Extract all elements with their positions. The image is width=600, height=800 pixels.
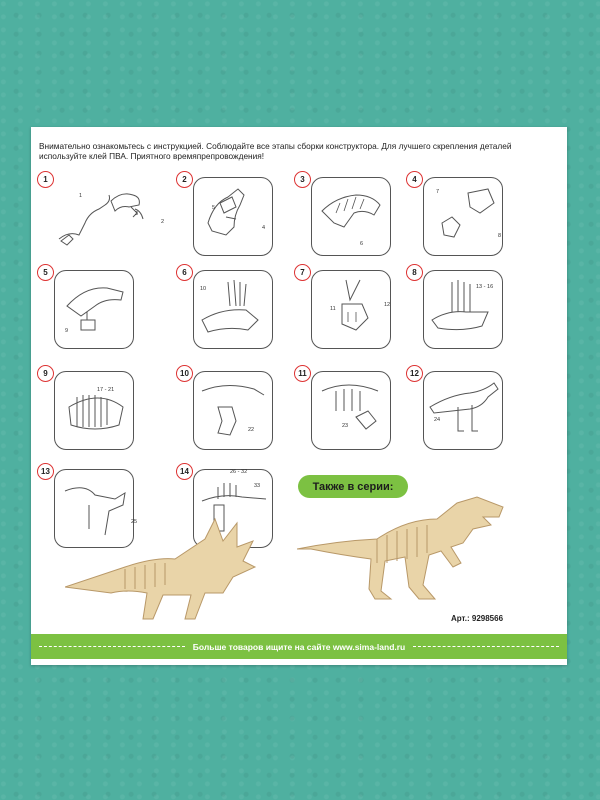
callout: 8 (498, 233, 502, 239)
callout: 1 (79, 193, 83, 199)
callout: 10 (200, 286, 207, 292)
step-number: 8 (406, 264, 423, 281)
step-number: 10 (176, 365, 193, 382)
footer-bar (31, 634, 567, 659)
callout: 12 (384, 302, 391, 308)
step-number: 5 (37, 264, 54, 281)
callout: 7 (436, 189, 440, 195)
step-number: 4 (406, 171, 423, 188)
callout: 17 - 21 (97, 387, 115, 393)
callout: 26 - 32 (230, 469, 248, 475)
step-number: 11 (294, 365, 311, 382)
step-6-drawing (198, 276, 270, 342)
step-10-drawing (198, 377, 270, 443)
step-11 (294, 365, 390, 449)
callout: 23 (342, 423, 349, 429)
article-number: Арт.: 9298566 (451, 614, 504, 623)
step-number: 14 (176, 463, 193, 480)
series-badge: Также в серии: (298, 475, 408, 498)
step-number: 1 (37, 171, 54, 188)
step-12-drawing (428, 377, 500, 443)
callout: 2 (161, 219, 165, 225)
step-2-drawing (198, 183, 268, 249)
step-number: 3 (294, 171, 311, 188)
step-9 (37, 365, 133, 449)
footer-link-text: Больше товаров ищите на сайте www.sima-land.ru (192, 641, 406, 652)
tyrannosaurus-model-image (297, 479, 517, 619)
step-number: 9 (37, 365, 54, 382)
footer-dash-left (39, 646, 185, 647)
step-number: 13 (37, 463, 54, 480)
step-number: 12 (406, 365, 423, 382)
callout: 5 (212, 205, 216, 211)
step-3 (294, 171, 390, 255)
step-7-drawing (316, 276, 391, 342)
footer-dash-right (413, 646, 559, 647)
intro-text: Внимательно ознакомьтесь с инструкцией. Соблюдайте все этапы сборки конструктора. Для лучшего скрепления деталей используйте клей ПВА. Приятного времяпрепровождения! (39, 141, 512, 161)
step-8 (406, 264, 502, 348)
step-number: 7 (294, 264, 311, 281)
instruction-sheet (31, 127, 567, 665)
callout: 4 (262, 225, 266, 231)
callout: 24 (434, 417, 441, 423)
callout: 3 (135, 211, 139, 217)
step-7 (294, 264, 390, 348)
step-4 (406, 171, 502, 255)
styracosaurus-model-image (65, 517, 265, 627)
step-number: 2 (176, 171, 193, 188)
step-number: 6 (176, 264, 193, 281)
callout: 6 (360, 241, 364, 247)
callout: 22 (248, 427, 255, 433)
step-5 (37, 264, 133, 348)
callout: 25 (131, 519, 138, 525)
step-12 (406, 365, 502, 449)
callout: 13 - 16 (476, 284, 494, 290)
step-10 (176, 365, 272, 449)
step-1 (37, 171, 165, 255)
callout: 11 (330, 306, 336, 312)
step-5-drawing (59, 276, 131, 342)
step-3-drawing (316, 183, 388, 249)
step-11-drawing (316, 377, 388, 443)
callout: 9 (65, 328, 69, 334)
callout: 33 (254, 483, 261, 489)
step-1-drawing (51, 181, 161, 251)
step-6 (176, 264, 272, 348)
step-9-drawing (59, 377, 131, 443)
step-2 (176, 171, 272, 255)
